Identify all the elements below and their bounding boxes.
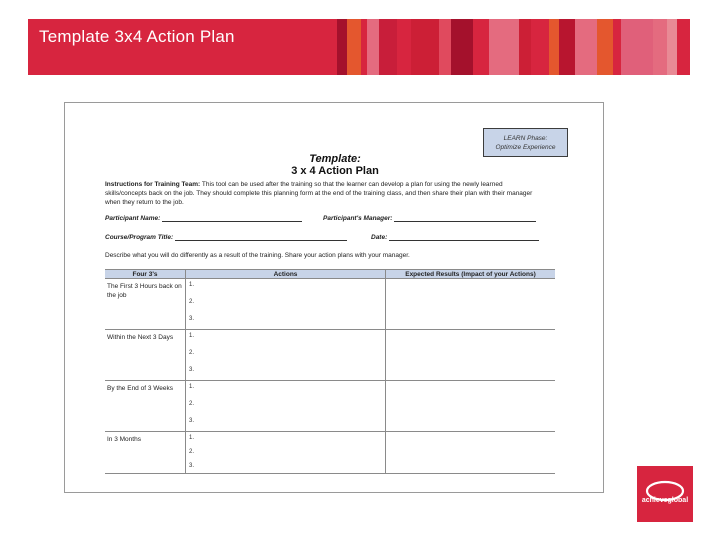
- banner-stripe: [451, 19, 473, 75]
- header-expected-results: Expected Results (Impact of your Actions): [385, 270, 555, 278]
- expected-results-cell[interactable]: [385, 330, 555, 380]
- slide-title: Template 3x4 Action Plan: [39, 27, 235, 46]
- instructions-text: This tool can be used after the training so that the learner can develop a plan for using the newly learned skills/concepts back on the job. They should complete this planning form at the end of the training class, and then share their plan with their manager when they return to the job.: [105, 181, 533, 206]
- banner-stripe: [559, 19, 575, 75]
- action-number: 1.: [189, 333, 195, 339]
- row-label: By the End of 3 Weeks: [107, 385, 173, 392]
- date-label: Date:: [371, 234, 388, 241]
- course-title-field[interactable]: [105, 234, 347, 241]
- action-number: 1.: [189, 435, 195, 441]
- banner-stripe: [613, 19, 621, 75]
- action-plan-document: [64, 102, 604, 493]
- header-four-3s: Four 3's: [132, 271, 158, 278]
- banner-stripe: [367, 19, 379, 75]
- actions-cell[interactable]: [185, 330, 385, 380]
- banner-stripe: [489, 19, 519, 75]
- row-label: The First 3 Hours back on the job: [107, 283, 182, 299]
- logo-swoosh-icon: [637, 466, 693, 522]
- table-row: [105, 279, 555, 330]
- actions-cell[interactable]: [185, 432, 385, 473]
- title-banner: [28, 19, 690, 75]
- banner-stripe: [549, 19, 559, 75]
- banner-stripe: [531, 19, 549, 75]
- banner-stripe: [439, 19, 451, 75]
- actions-cell[interactable]: [185, 279, 385, 329]
- course-title-label: Course/Program Title:: [105, 234, 174, 241]
- banner-stripe: [473, 19, 489, 75]
- action-number: 3.: [189, 316, 195, 322]
- phase-box-line1: LEARN Phase:: [503, 135, 548, 142]
- expected-results-cell[interactable]: [385, 381, 555, 431]
- actions-cell[interactable]: [185, 381, 385, 431]
- banner-stripe: [519, 19, 531, 75]
- banner-stripe: [379, 19, 397, 75]
- participant-name-field[interactable]: [105, 215, 302, 222]
- instructions-label: Instructions for Training Team:: [105, 181, 201, 188]
- table-row: [105, 381, 555, 432]
- action-number: 2.: [189, 401, 195, 407]
- action-number: 1.: [189, 384, 195, 390]
- achieveglobal-logo: [637, 466, 693, 522]
- document-subtitle: 3 x 4 Action Plan: [291, 165, 379, 177]
- banner-stripe: [621, 19, 653, 75]
- table-row: [105, 432, 555, 474]
- course-title-line[interactable]: [175, 234, 347, 241]
- participant-manager-label: Participant's Manager:: [323, 215, 393, 222]
- action-number: 2.: [189, 350, 195, 356]
- banner-stripe: [653, 19, 667, 75]
- participant-manager-line[interactable]: [394, 215, 536, 222]
- participant-manager-field[interactable]: [323, 215, 536, 222]
- expected-results-cell[interactable]: [385, 432, 555, 473]
- table-header: [105, 269, 555, 279]
- expected-results-cell[interactable]: [385, 279, 555, 329]
- banner-stripe: [597, 19, 613, 75]
- banner-stripe: [677, 19, 690, 75]
- action-number: 3.: [189, 418, 195, 424]
- participant-name-label: Participant Name:: [105, 215, 161, 222]
- row-label: Within the Next 3 Days: [107, 334, 174, 341]
- header-actions: Actions: [185, 270, 385, 278]
- banner-stripe: [667, 19, 677, 75]
- action-number: 1.: [189, 282, 195, 288]
- describe-instruction: Describe what you will do differently as a result of the training. Share your action plans with your manager.: [105, 252, 410, 259]
- participant-name-line[interactable]: [162, 215, 302, 222]
- action-number: 2.: [189, 449, 195, 455]
- banner-stripe: [337, 19, 347, 75]
- row-label: In 3 Months: [107, 436, 141, 443]
- banner-stripe: [575, 19, 597, 75]
- document-title: Template:: [309, 153, 361, 165]
- banner-stripe: [411, 19, 439, 75]
- date-line[interactable]: [389, 234, 539, 241]
- action-number: 2.: [189, 299, 195, 305]
- action-number: 3.: [189, 367, 195, 373]
- date-field[interactable]: [371, 234, 539, 241]
- instructions: [105, 180, 545, 207]
- banner-stripe: [397, 19, 411, 75]
- action-plan-table: [105, 269, 555, 474]
- table-row: [105, 330, 555, 381]
- logo-text: achieveglobal: [641, 497, 689, 504]
- phase-box-line2: Optimize Experience: [495, 144, 556, 151]
- action-number: 3.: [189, 463, 195, 469]
- banner-stripe: [347, 19, 361, 75]
